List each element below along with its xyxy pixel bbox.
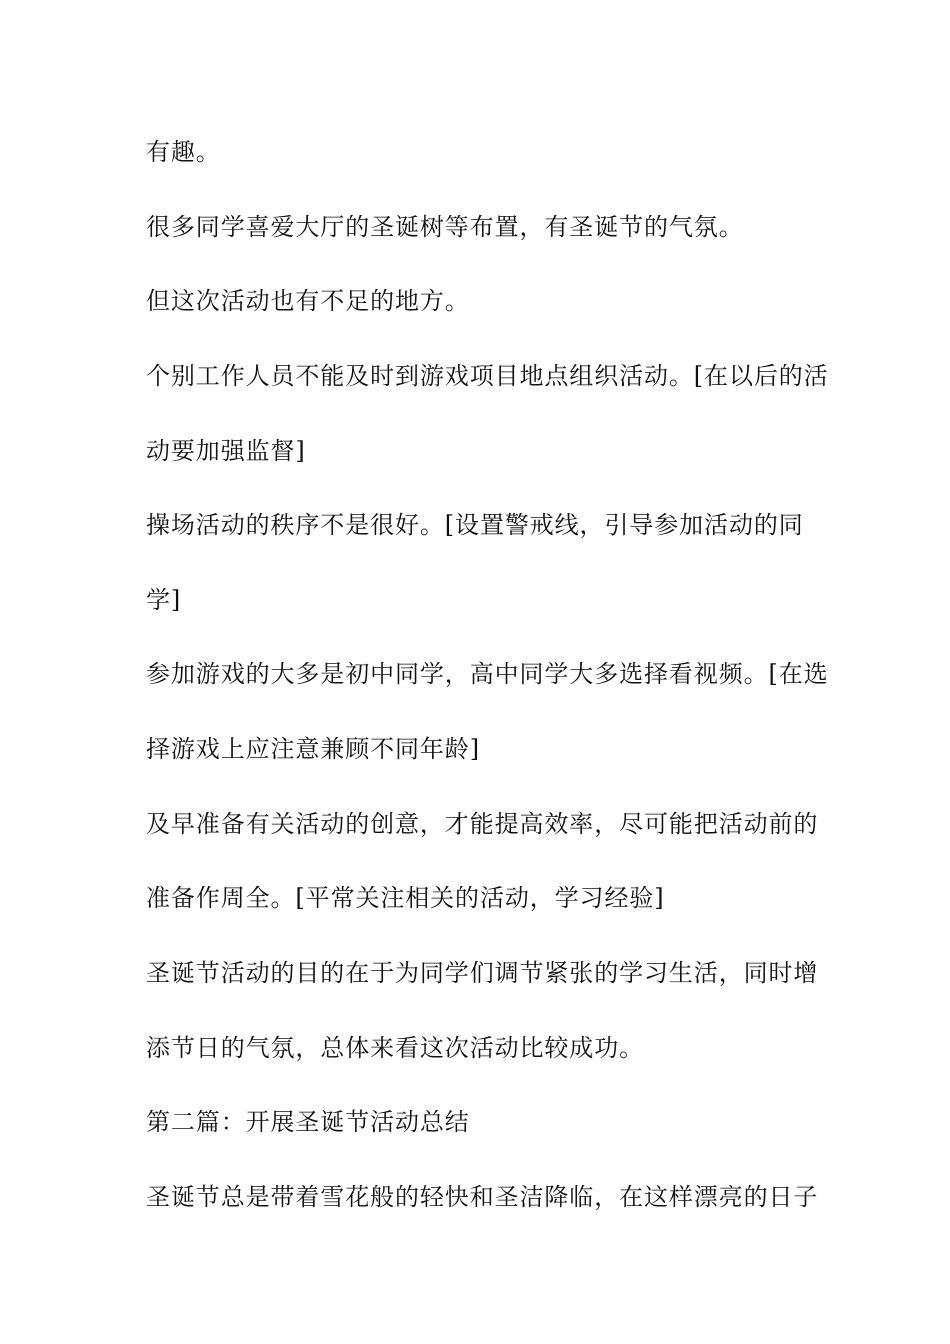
text-line: 圣诞节活动的目的在于为同学们调节紧张的学习生活，同时增	[146, 959, 819, 987]
text-line: 但这次活动也有不足的地方。	[146, 287, 470, 315]
text-line: 及早准备有关活动的创意，才能提高效率，尽可能把活动前的	[146, 810, 819, 838]
section-heading: 第二篇：开展圣诞节活动总结	[146, 1108, 470, 1136]
text-line: 学]	[146, 586, 182, 614]
text-line: 很多同学喜爱大厅的圣诞树等布置，有圣诞节的气氛。	[146, 213, 744, 241]
text-line: 个别工作人员不能及时到游戏项目地点组织活动。[在以后的活	[146, 362, 829, 390]
text-line: 准备作周全。[平常关注相关的活动，学习经验]	[146, 884, 665, 912]
text-line: 添节日的气氛，总体来看这次活动比较成功。	[146, 1034, 644, 1062]
text-line: 参加游戏的大多是初中同学，高中同学大多选择看视频。[在选	[146, 660, 829, 688]
text-line: 圣诞节总是带着雪花般的轻快和圣洁降临，在这样漂亮的日子	[146, 1183, 819, 1211]
text-line: 择游戏上应注意兼顾不同年龄]	[146, 735, 480, 763]
text-line: 动要加强监督]	[146, 437, 306, 465]
text-line: 有趣。	[146, 138, 221, 166]
text-line: 操场活动的秩序不是很好。[设置警戒线，引导参加活动的同	[146, 511, 804, 539]
